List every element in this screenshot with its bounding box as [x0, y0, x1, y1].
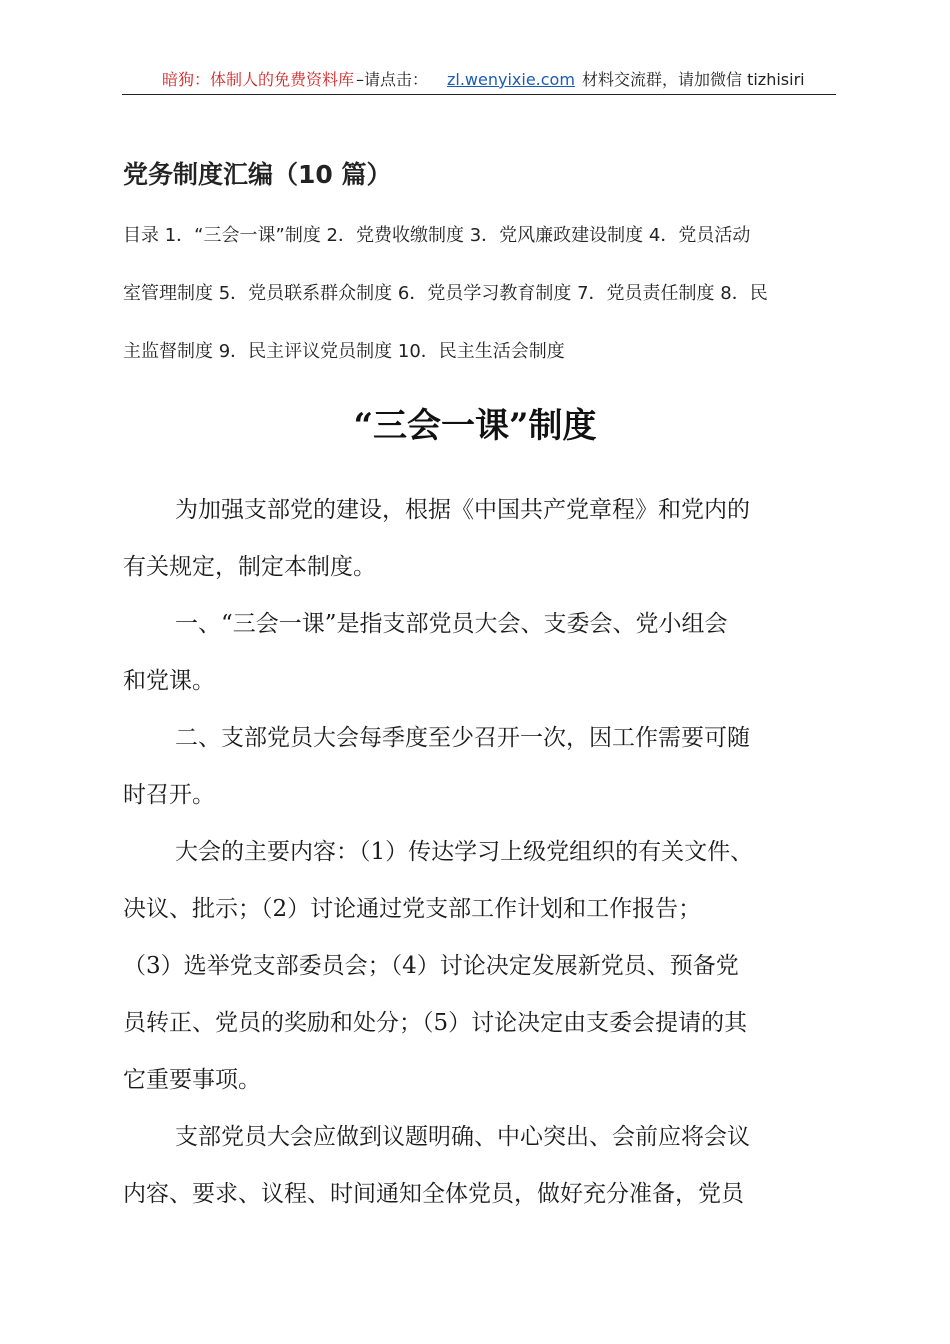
page-header — [122, 66, 836, 95]
document-title: 党务制度汇编（10 篇） — [123, 160, 392, 189]
header-contact: 材料交流群，请加微信 tizhisiri — [582, 70, 805, 89]
paragraph-line: 有关规定，制定本制度。 — [123, 554, 376, 580]
section-title: “三会一课”制度 — [353, 406, 597, 446]
paragraph-line: 决议、批示；（2）讨论通过党支部工作计划和工作报告； — [123, 896, 702, 922]
header-brand — [162, 66, 428, 94]
header-link[interactable]: zl.wenyixie.com — [447, 70, 575, 89]
toc-line: 主监督制度 9．民主评议党员制度 10．民主生活会制度 — [123, 341, 565, 362]
body-text — [123, 482, 835, 1223]
paragraph-line: 二、支部党员大会每季度至少召开一次，因工作需要可随 — [175, 725, 750, 751]
paragraph-line: 为加强支部党的建设，根据《中国共产党章程》和党内的 — [175, 497, 750, 523]
toc-line: 室管理制度 5．党员联系群众制度 6．党员学习教育制度 7．党员责任制度 8．民 — [123, 283, 768, 304]
paragraph-line: 内容、要求、议程、时间通知全体党员，做好充分准备，党员 — [123, 1181, 744, 1207]
paragraph-line: 大会的主要内容：（1）传达学习上级党组织的有关文件、 — [175, 839, 754, 865]
paragraph-line: 员转正、党员的奖励和处分；（5）讨论决定由支委会提请的其 — [123, 1010, 748, 1036]
toc-line: 目录 1．“三会一课”制度 2．党费收缴制度 3．党风廉政建设制度 4．党员活动 — [123, 225, 751, 246]
paragraph-line: （3）选举党支部委员会；（4）讨论决定发展新党员、预备党 — [123, 953, 739, 979]
paragraph-line: 时召开。 — [123, 782, 215, 808]
header-click-text: –请点击： — [356, 70, 429, 89]
paragraph-line: 和党课。 — [123, 668, 215, 694]
paragraph-line: 支部党员大会应做到议题明确、中心突出、会前应将会议 — [175, 1124, 750, 1150]
table-of-contents — [123, 222, 833, 396]
paragraph-line: 一、“三会一课”是指支部党员大会、支委会、党小组会 — [175, 611, 728, 637]
header-brand-text: 暗狗：体制人的免费资料库 — [162, 70, 355, 89]
paragraph-line: 它重要事项。 — [123, 1067, 261, 1093]
